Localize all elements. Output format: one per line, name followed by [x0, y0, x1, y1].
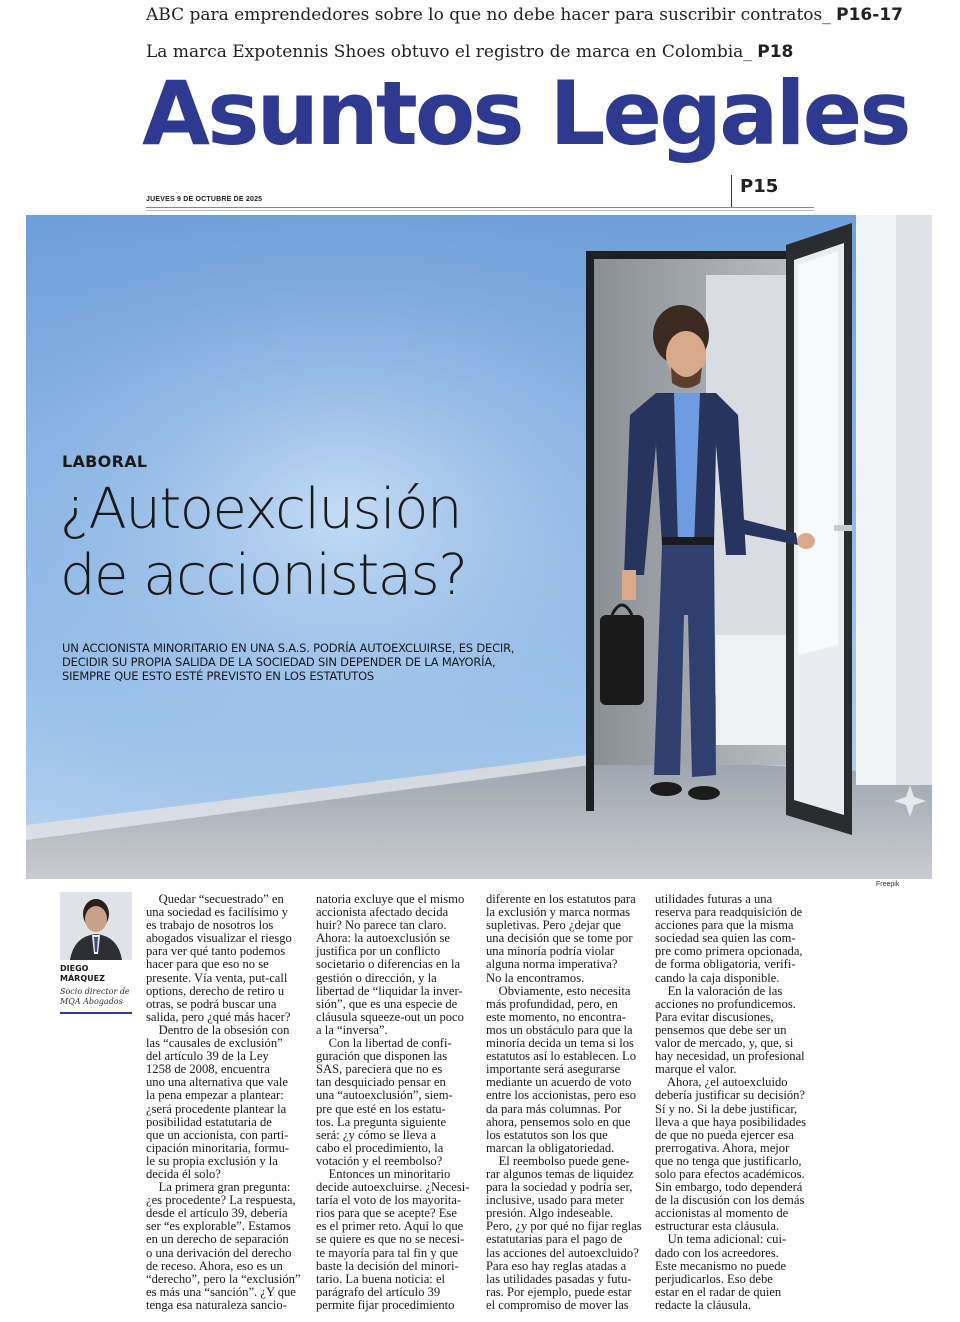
body-text-line: Ahora: la autoexclusión se: [316, 931, 450, 946]
body-text-line: Dentro de la obsesión con: [146, 1022, 290, 1037]
body-text-line: desde el artículo 39, debería: [146, 1206, 288, 1221]
body-text-line: supletivas. Pero ¿dejar que: [486, 918, 621, 933]
body-text-line: No la encontramos.: [486, 970, 585, 985]
body-column-4: [655, 893, 806, 1312]
header-divider-vertical: [731, 175, 732, 207]
body-text-line: uno una alternativa que vale: [146, 1075, 288, 1090]
body-text-line: cando la caja disponible.: [655, 970, 780, 985]
body-text-line: 1258 de 2008, encuentra: [146, 1062, 270, 1077]
body-text-line: rios para que se acepte? Ese: [316, 1206, 457, 1221]
body-text-line: dado con los acreedores.: [655, 1245, 779, 1260]
body-text-line: una minoría podría violar: [486, 944, 615, 959]
teaser-text: ABC para emprendedores sobre lo que no debe hacer para suscribir contratos_: [146, 5, 837, 25]
body-text-line: ras. Por ejemplo, puede estar: [486, 1284, 632, 1299]
body-text-line: otras, se podrá buscar una: [146, 996, 277, 1011]
body-text-line: los estatutos son los que: [486, 1127, 608, 1142]
body-text-line: de la discusión con los demás: [655, 1193, 805, 1208]
body-column-3: [486, 893, 642, 1312]
masthead-title: Asuntos Legales: [142, 62, 909, 165]
body-text-line: sociedad sea quien las com-: [655, 931, 796, 946]
body-text-line: de que no pueda ejercer esa: [655, 1127, 794, 1142]
body-text-line: a la “inversa”.: [316, 1022, 388, 1037]
body-text-line: presión. Algo indeseable.: [486, 1206, 614, 1221]
body-text-line: Obviamente, esto necesita: [486, 983, 631, 998]
door-handle: [834, 525, 852, 531]
author-role: [60, 987, 135, 1007]
author-photo: [60, 892, 132, 960]
body-text-line: tario. La buena noticia: el: [316, 1271, 446, 1286]
body-text-line: para ver qué tanto podemos: [146, 944, 286, 959]
body-text-line: Ahora, ¿el autoexcluido: [655, 1075, 788, 1090]
body-text-line: el compromiso de mover las: [486, 1297, 629, 1312]
body-text-line: En la valoración de las: [655, 983, 783, 998]
author-first-name: DIEGO: [60, 964, 89, 973]
body-text-line: redacte la cláusula.: [655, 1297, 752, 1312]
body-text-line: una “autoexclusión”, siem-: [316, 1088, 453, 1103]
author-name: [60, 964, 105, 984]
body-text-line: valor de mercado, y, que, si: [655, 1036, 794, 1051]
body-text-line: inclusive, usado para meter: [486, 1193, 624, 1208]
body-text-line: ¿es procedente? La respuesta,: [146, 1193, 296, 1208]
body-text-line: salida, pero ¿qué más hacer?: [146, 1009, 291, 1024]
body-text-line: sión”, que es una especie de: [316, 996, 458, 1011]
body-text-line: estatutarias para el pago de: [486, 1232, 623, 1247]
body-text-line: Para evitar discusiones,: [655, 1009, 774, 1024]
body-text-line: utilidades futuras a una: [655, 892, 773, 906]
section-kicker: LABORAL: [62, 452, 148, 471]
body-text-line: importante será asegurarse: [486, 1062, 621, 1077]
deck-line: UN ACCIONISTA MINORITARIO EN UNA S.A.S. PODRÍA AUTOEXCLUIRSE, ES DECIR,: [62, 641, 515, 655]
body-text-line: acciones no profundicemos.: [655, 996, 796, 1011]
body-text-line: societario o diferencias en la: [316, 957, 461, 972]
deck-line: SIEMPRE QUE ESTO ESTÉ PREVISTO EN LOS ESTATUTOS: [62, 669, 375, 683]
issue-date: JUEVES 9 DE OCTUBRE DE 2025: [146, 196, 263, 203]
body-text-line: las acciones del autoexcluido?: [486, 1245, 639, 1260]
body-text-line: ser “es explorable”. Estamos: [146, 1219, 291, 1234]
body-text-line: Quedar “secuestrado” en: [146, 892, 284, 906]
body-text-line: baste la decisión del minori-: [316, 1258, 459, 1273]
body-text-line: le su propia exclusión y la: [146, 1153, 278, 1168]
body-text-line: options, derecho de retiro u: [146, 983, 285, 998]
body-text-line: pre que esté en los estatu-: [316, 1101, 446, 1116]
body-text-line: marcan la obligatoriedad.: [486, 1140, 615, 1155]
body-column-1: [146, 893, 301, 1312]
page-number: P15: [740, 176, 779, 197]
author-role-line: MQA Abogados: [60, 997, 123, 1006]
body-text-line: Sí y no. Si la debe justificar,: [655, 1101, 798, 1116]
body-text-line: justifica por un conflicto: [316, 944, 441, 959]
body-text-line: cabo el procedimiento, la: [316, 1140, 444, 1155]
body-text-line: estructurar esta cláusula.: [655, 1219, 780, 1234]
body-text-line: Pero, ¿y por qué no fijar reglas: [486, 1219, 642, 1234]
author-divider: [60, 1012, 132, 1014]
body-text-line: que un accionista, con parti-: [146, 1127, 289, 1142]
body-text-line: pre como primera opcionada,: [655, 944, 803, 959]
body-text-line: ahora, pensemos solo en que: [486, 1114, 631, 1129]
author-role-line: Socio director de: [60, 987, 130, 996]
body-text-line: es más una “sanción”. ¿Y que: [146, 1284, 296, 1299]
body-text-line: posibilidad estatutaria de: [146, 1114, 272, 1129]
body-text-line: la pena empezar a plantear:: [146, 1088, 284, 1103]
headline-line: de accionistas?: [60, 543, 467, 608]
body-text-line: da para más columnas. Por: [486, 1101, 622, 1116]
body-text-line: accionista afectado decida: [316, 905, 449, 920]
headline-line: ¿Autoexclusión: [60, 477, 461, 542]
body-text-line: solo para efectos académicos.: [655, 1166, 805, 1181]
body-text-line: acciones para que la misma: [655, 918, 794, 933]
body-text-line: cipación minoritaria, formu-: [146, 1140, 290, 1155]
body-text-line: mos un obstáculo para que la: [486, 1022, 633, 1037]
body-text-line: pensemos que debe ser un: [655, 1022, 787, 1037]
body-text-line: abogados visualizar el riesgo: [146, 931, 292, 946]
article-deck: [62, 641, 532, 683]
body-text-line: tenga esa naturaleza sancio-: [146, 1297, 287, 1312]
body-text-line: votación y el reembolso?: [316, 1153, 443, 1168]
body-text-line: que no tenga que justificarlo,: [655, 1153, 802, 1168]
body-text-line: accionistas al momento de: [655, 1206, 789, 1221]
body-text-line: decida él solo?: [146, 1166, 221, 1181]
body-text-line: natoria excluye que el mismo: [316, 892, 465, 906]
body-text-line: libertad de “liquidar la inver-: [316, 983, 463, 998]
teaser-p16-17[interactable]: [146, 5, 903, 25]
body-text-line: una sociedad es facilísimo y: [146, 905, 288, 920]
body-text-line: mediante un acuerdo de voto: [486, 1075, 632, 1090]
body-text-line: de forma obligatoria, verifi-: [655, 957, 796, 972]
body-text-line: permite fijar procedimiento: [316, 1297, 455, 1312]
body-text-line: es el primer reto. Aquí lo que: [316, 1219, 464, 1234]
body-text-line: prerrogativa. Ahora, mejor: [655, 1140, 790, 1155]
deck-line: DECIDIR SU PROPIA SALIDA DE LA SOCIEDAD SIN DEPENDER DE LA MAYORÍA,: [62, 655, 496, 669]
body-text-line: estar en el radar de quien: [655, 1284, 782, 1299]
body-text-line: marque el valor.: [655, 1062, 737, 1077]
body-text-line: reserva para readquisición de: [655, 905, 803, 920]
author-portrait: [60, 892, 132, 960]
body-text-line: Para eso hay reglas atadas a: [486, 1258, 627, 1273]
body-text-line: es trabajo de nosotros los: [146, 918, 274, 933]
header-rule-secondary: [146, 210, 814, 211]
body-text-line: Entonces un minoritario: [316, 1166, 451, 1181]
body-text-line: este momento, no encontra-: [486, 1009, 626, 1024]
body-column-2: [316, 893, 470, 1312]
body-text-line: guración que disponen las: [316, 1049, 448, 1064]
body-text-line: tan desquiciado pensar en: [316, 1075, 446, 1090]
briefcase: [600, 615, 644, 705]
body-text-line: decide autoexcluirse. ¿Necesi-: [316, 1180, 470, 1195]
body-text-line: minoría decida un tema si los: [486, 1036, 634, 1051]
body-text-line: te mayoría para tal fin y que: [316, 1245, 458, 1260]
body-text-line: del artículo 39 de la Ley: [146, 1049, 269, 1064]
teaser-page-ref: P16-17: [836, 5, 903, 25]
teaser-page-ref: P18: [757, 42, 794, 62]
body-text-line: las utilidades pasadas y futu-: [486, 1271, 632, 1286]
body-text-line: tos. La pregunta siguiente: [316, 1114, 447, 1129]
article-headline: [60, 477, 580, 609]
body-text-line: alguna norma imperativa?: [486, 957, 618, 972]
body-text-line: hacer para que eso no se: [146, 957, 269, 972]
body-text-line: una decisión que se tome por: [486, 931, 633, 946]
author-last-name: MÁRQUEZ: [60, 974, 105, 983]
body-text-line: será: ¿y cómo se lleva a: [316, 1127, 436, 1142]
teaser-p18[interactable]: [146, 42, 793, 62]
body-text-line: SAS, pareciera que no es: [316, 1062, 443, 1077]
body-text-line: taría el voto de los mayorita-: [316, 1193, 462, 1208]
body-text-line: se quiere es que no se necesi-: [316, 1232, 465, 1247]
body-text-line: ¿será procedente plantear la: [146, 1101, 287, 1116]
body-text-line: hay necesidad, un profesional: [655, 1049, 805, 1064]
body-text-line: El reembolso puede gene-: [486, 1153, 630, 1168]
body-text-line: la exclusión y marca normas: [486, 905, 631, 920]
body-text-line: en un derecho de separación: [146, 1232, 289, 1247]
body-text-line: más profundidad, pero, en: [486, 996, 618, 1011]
body-text-line: La primera gran pregunta:: [146, 1180, 291, 1195]
body-text-line: debería justificar su decisión?: [655, 1088, 806, 1103]
body-text-line: las “causales de exclusión”: [146, 1036, 283, 1051]
body-text-line: Este mecanismo no puede: [655, 1258, 787, 1273]
body-text-line: Un tema adicional: cui-: [655, 1232, 787, 1247]
body-text-line: Con la libertad de confi-: [316, 1036, 452, 1051]
body-text-line: “derecho”, pero la “exclusión”: [146, 1271, 301, 1286]
teaser-text: La marca Expotennis Shoes obtuvo el registro de marca en Colombia_: [146, 42, 758, 62]
body-text-line: de receso. Ahora, eso es un: [146, 1258, 283, 1273]
body-text-line: estatutos así lo establecen. Lo: [486, 1049, 637, 1064]
body-text-line: Sin embargo, todo dependerá: [655, 1180, 803, 1195]
body-text-line: diferente en los estatutos para: [486, 892, 636, 906]
body-text-line: lleva a que haya posibilidades: [655, 1114, 807, 1129]
body-text-line: rar algunos temas de liquidez: [486, 1166, 634, 1181]
body-text-line: gestión o dirección, y la: [316, 970, 437, 985]
body-text-line: cláusula squeeze-out un poco: [316, 1009, 464, 1024]
body-text-line: entre los accionistas, pero eso: [486, 1088, 637, 1103]
body-text-line: perjudicarlos. Eso debe: [655, 1271, 773, 1286]
body-text-line: huir? No parece tan claro.: [316, 918, 447, 933]
photo-credit: Freepik: [876, 881, 900, 888]
body-text-line: parágrafo del artículo 39: [316, 1284, 441, 1299]
body-text-line: para la sociedad y podría ser,: [486, 1180, 633, 1195]
header-rule: [146, 207, 814, 208]
body-text-line: presente. Vía venta, put-call: [146, 970, 288, 985]
body-text-line: o una derivación del derecho: [146, 1245, 292, 1260]
